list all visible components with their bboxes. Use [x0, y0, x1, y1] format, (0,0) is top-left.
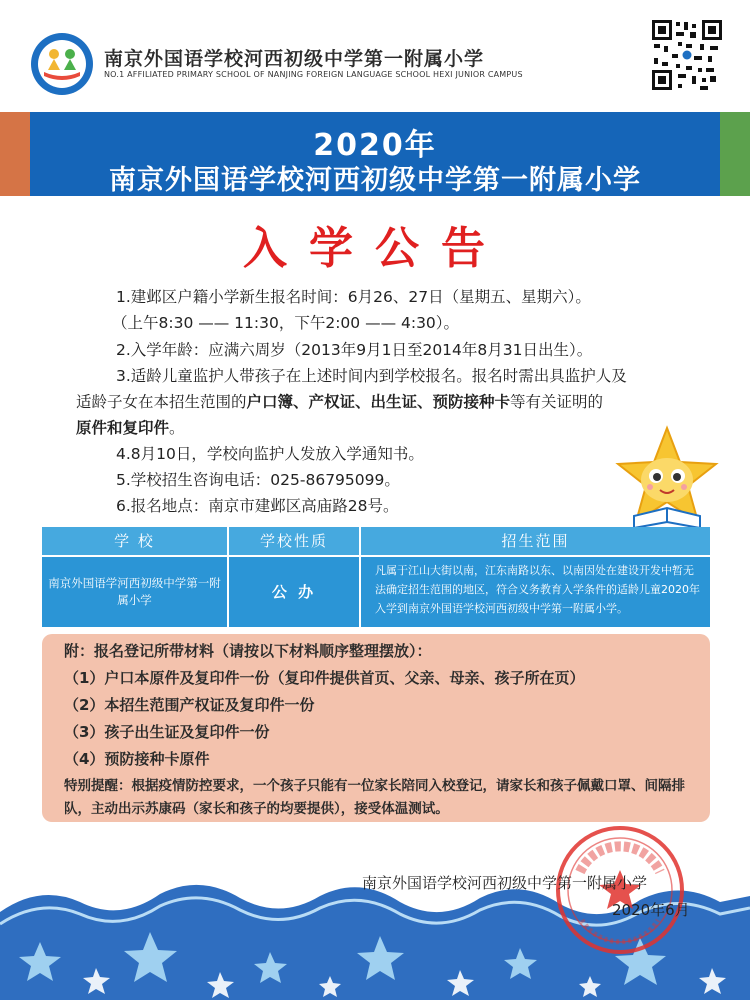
- notice-title: 入学公告: [243, 223, 507, 274]
- th-type: 学校性质: [259, 532, 328, 550]
- td-range: 凡属于江山大街以南，江东南路以东、以南因处在建设开发中暂无法确定招生范围的地区，符合义务教育入学条件的适龄儿童2020年入学到南京外国语学校河西初级中学第一附属小学。: [375, 564, 700, 615]
- special-reminder: 特别提醒：根据疫情防控要求，一个孩子只能有一位家长陪同入校登记，请家长和孩子佩戴口罩、间隔排队，主动出示苏康码（家长和孩子的均要提供），接受体温测试。: [64, 778, 685, 817]
- item-3-period: 。: [169, 419, 185, 437]
- item-3-text: 3.适龄儿童监护人带孩子在上述时间内到学校报名。报名时需出具监护人及: [116, 367, 627, 385]
- item-1-text: 1.建邺区户籍小学新生报名时间：6月26、27日（星期五、星期六）。: [116, 288, 591, 306]
- item-1-hours: （上午8:30 —— 11:30，下午2:00 —— 4:30）。: [112, 314, 460, 332]
- item-3-prefix: 适龄子女在本招生范围的: [76, 393, 247, 411]
- issue-date: 2020年6月: [612, 901, 690, 919]
- item-3-documents: 户口簿、产权证、出生证、预防接种卡: [246, 393, 511, 411]
- enrollment-table: [42, 527, 710, 627]
- item-4-text: 4.8月10日，学校向监护人发放入学通知书。: [116, 445, 424, 463]
- banner-year: 2020年: [313, 128, 437, 163]
- th-range: 招生范围: [501, 532, 570, 550]
- item-3-line2: [76, 391, 603, 413]
- qr-code-icon[interactable]: [650, 18, 724, 92]
- school-name-cn: 南京外国语学校河西初级中学第一附属小学: [104, 48, 485, 70]
- appendix-title: 附：报名登记所带材料（请按以下材料顺序整理摆放）：: [64, 642, 432, 660]
- appendix-item: （1）户口本原件及复印件一份（复印件提供首页、父亲、母亲、孩子所在页）: [64, 669, 585, 687]
- item-3-suffix: 等有关证明的: [510, 393, 604, 411]
- appendix-item: （4）预防接种卡原件: [64, 750, 210, 768]
- appendix-box: [42, 634, 710, 822]
- th-school: 学 校: [114, 532, 155, 550]
- page-header: [0, 0, 750, 108]
- td-school: 南京外国语学河西初级中学第一附属小学: [48, 576, 221, 607]
- item-6-text: 6.报名地点：南京市建邺区高庙路28号。: [116, 497, 399, 515]
- td-type: 公 办: [271, 583, 317, 601]
- signature: 南京外国语学校河西初级中学第一附属小学: [362, 874, 648, 892]
- school-name-en: NO.1 AFFILIATED PRIMARY SCHOOL OF NANJING FOREIGN LANGUAGE SCHOOL HEXI JUNIOR CAMPUS: [104, 70, 523, 79]
- item-5-text: 5.学校招生咨询电话：025-86795099。: [116, 471, 400, 489]
- appendix-item: （3）孩子出生证及复印件一份: [64, 723, 270, 741]
- appendix-item: （2）本招生范围产权证及复印件一份: [64, 696, 315, 714]
- school-logo-icon: [30, 32, 94, 96]
- item-3-line3: [76, 417, 185, 439]
- item-3-originals: 原件和复印件: [76, 419, 170, 437]
- banner-title: 南京外国语学校河西初级中学第一附属小学: [109, 165, 641, 196]
- item-2-text: 2.入学年龄：应满六周岁（2013年9月1日至2014年8月31日出生）。: [116, 341, 593, 359]
